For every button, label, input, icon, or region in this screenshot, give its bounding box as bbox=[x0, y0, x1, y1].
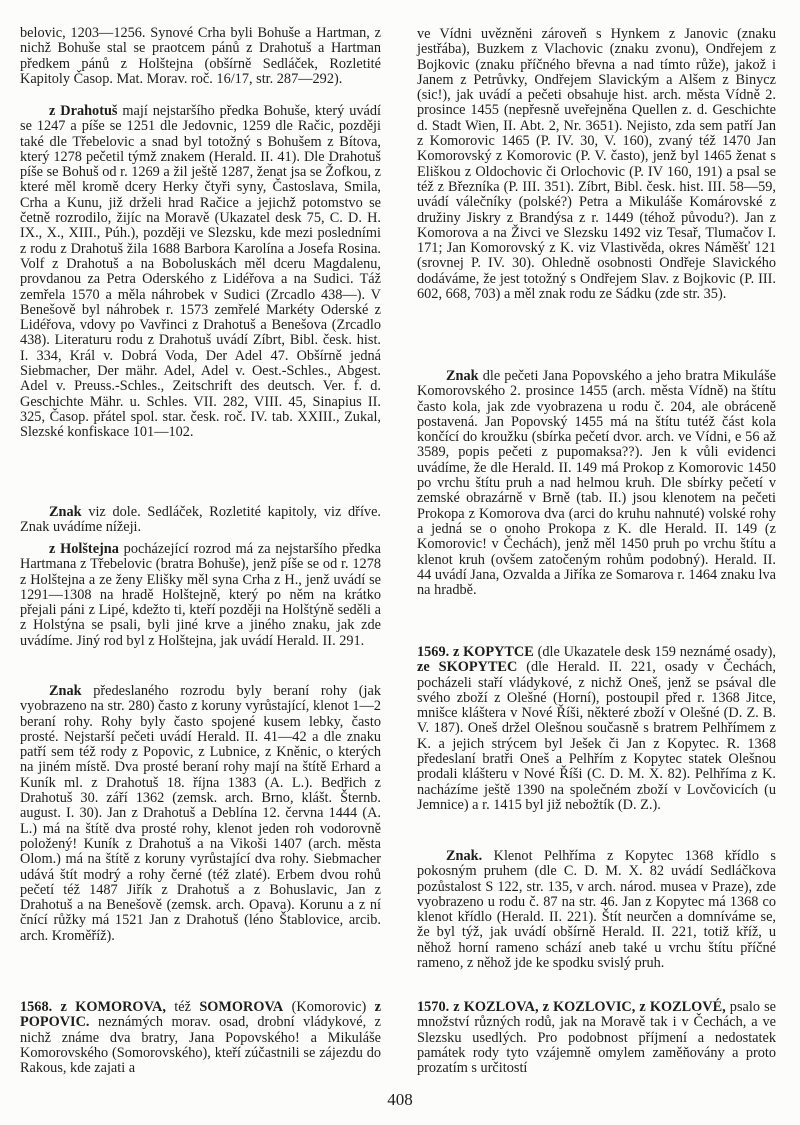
bold-heading-text: z Holštejna bbox=[49, 541, 119, 557]
bold-heading-text: 1568. z KOMOROVA, bbox=[20, 999, 166, 1015]
entry-1568-komorova bbox=[20, 1000, 381, 1076]
body-text: pocházející rozrod má za nejstaršího předka Hartmana z Třebelovic (bratra Bohuše), jenž píše se od r. 1278 z Holštejna a ze ženy Elišky měl syna Crha z H., jenž uvádí se 1291—1308 na hradě Holštejně, který po něm na krátko přejali páni z Lipé, kdežto ti, kteří později na Holštýně seděli a z Holstýna se psali, byli jiné krve a jiného znaku, jak zde uvádíme. Jiný rod byl z Holštejna, jak uvádí Herald. II. 291. bbox=[20, 541, 381, 649]
left-column bbox=[20, 0, 381, 1125]
paragraph-z-holstejna bbox=[20, 542, 381, 649]
body-text: dle pečeti Jana Popovského a jeho bratra Mikuláše Komorovského 2. prosince 1455 (arch. města Vídně) na štítu často kola, jak zde vyobrazena u rodu č. 204, ale obráceně postavená. Jan Popovský 1455 má na štítu tutéž část kola končící do kroužku (sbírka pečetí dvor. arch. ve Vídni, e 56 až 3589, popis pečeti z pupomaksa??). Jen k vůli evidenci uvádíme, že dle Herald. II. 149 má Prokop z Komorovic 1450 po vrchu štítu pruh a nad helmou kruh. Dle sbírky pečetí v zemské obrazárně v Brně (tab. II.) jsou klenotem na pečeti Prokopa z Komorova dva (arci do kruhu nahnuté) volské rohy a jedná se o onoho Prokopa z K. dle Herald. II. 149 (z Komorovic! v Čechách), jenž měl 1450 pruh po vrchu štítu a klenot kruh (ovšem zatočeným rohům podobný). Herald. II. 44 uvádí Jana, Ozvalda a Jiříka ze Somarova r. 1464 znaku lva na hradbě. bbox=[417, 368, 776, 599]
entry-1570-kozlova bbox=[417, 1000, 776, 1076]
body-text: též bbox=[165, 999, 200, 1015]
body-text: (dle Herald. II. 221, osady v Čechách, pocházeli staří vládykové, z nichž Oneš, jenž se psával dle svého zboží z Olešné (Horní), postoupil před r. 1368 Jitce, mnišce kláštera v Nové Říši, některé zboží v Olešné (D. Z. B. V. 187). Oneš držel Olešnou současně s bratrem Pelhřímem z K. a jejich strýcem byl Ješek či Jan z Kopytec. R. 1368 předeslaní bratři Oneš a Pelhřím z Kopytec statek Olešnou prodali klášteru v Nové Říši (C. D. M. X. 82). Pelhříma z K. nacházíme ještě 1390 na společném zboží v Lovčovicích (u Jemnice) a r. 1415 byl již nebožtík (D. Z.). bbox=[417, 659, 776, 813]
bold-heading-text: Znak bbox=[49, 683, 82, 699]
body-text: ve Vídni uvězněni zároveň s Hynkem z Janovic (znaku jestřába), Buzkem z Vlachovic (znaku zvonu), Ondřejem z Bojkovic (znaku příčného břevna a nad tímto růže), jakož i Janem z Petrůvky, Ondřejem Slavickým a Alšem z Binycz (sic!), jak uvádí a pečeti obsahuje hist. arch. města Vídně 2. prosince 1455 (nepřesně uveřejněna Quellen z. d. Geschichte d. Stadt Wien, II. Abt. 2, Nr. 3651). Nejisto, zda sem patří Jan z Komorovic 1465 (P. IV. 30, V. 160), zvaný též 1470 Jan Komorovský z Komorovic (P. V. často), jenž byl 1465 ženat s Eliškou z Oldochovic či Orlochovic (P. IV 160, 191) a psal se též z Březníka (P. III. 351). Zíbrt, Bibl. česk. hist. III. 58—59, uvádí válečníky (polské?) Petra a Mikuláše Komárovské z družiny Jiskry z Brandýsa z r. 1449 (téhož původu?). Jan z Komorova a na Živci ve Slezsku 1492 viz Tesař, Tlumačov I. 171; Jan Komorovský z K. viz Vlastivěda, okres Náměšť 121 (srovnej P. IV. 30). Ohledně osobnosti Ondřeje Slavického dodáváme, že jest totožný s Ondřejem Slav. z Bojkovic (P. III. 602, 668, 703) a měl znak rodu ze Sádku (zde str. 35). bbox=[417, 26, 776, 303]
bold-heading-text: Znak bbox=[49, 504, 82, 520]
paragraph-znak-komorova bbox=[417, 369, 776, 598]
body-text: viz dole. Sedláček, Rozletité kapitoly, viz dříve. Znak uvádíme nížeji. bbox=[20, 504, 381, 536]
body-text: (dle Ukazatele desk 159 neznámé osady), bbox=[533, 644, 776, 660]
body-text: Klenot Pelhříma z Kopytec 1368 křídlo s pokosným pruhem (dle C. D. M. X. 82 uvádí Sedláčkova pozůstalost S 122, str. 135, v arch. národ. musea v Praze), zde vyobrazeno u rodu č. 87 na str. 46. Jan z Kopytec má 1368 co klenot křídlo (Herald. II. 221). Štít neurčen a domníváme se, že byl týž, jak uvádí obšírně Herald. II. 221, totiž kříž, u něhož horní rameno schází aneb také u vrchu štítu příčné rameno, z něhož jde ke spodku svislý pruh. bbox=[417, 848, 776, 972]
paragraph-z-drahotus bbox=[20, 104, 381, 441]
bold-heading-text: 1569. z KOPYTCE bbox=[417, 644, 534, 660]
bold-heading-text: z POPOVIC. bbox=[20, 999, 381, 1031]
paragraph-znak-rozrodu bbox=[20, 684, 381, 944]
body-text: předeslaného rozrodu byly beraní rohy (jak vyobrazeno na str. 280) často z koruny vyrůstající, klenot 1—2 beraní rohy. Rohy byly často spojené kusem lebky, často prosté. Nejstarší pečeti uvádí Herald. II. 41—42 a dle znaku patří sem též rody z Popovic, z Lubnice, z Kněnic, o kterých na jiném místě. Dva prosté beraní rohy mají na štítě Erhard a Kuník ml. z Drahotuš 18. října 1383 (A. L.). Bedřich z Drahotuš 30. září 1362 (zemsk. arch. Brno, klášt. Šternb. august. I. 30). Jan z Drahotuš a Deblína 12. června 1444 (A. L.) má na štítě dva prosté rohy, klenot jeden roh vodorovně položený! Kuník z Drahotuš a na Vikoši 1407 (arch. města Olom.) má na štítě z koruny vyrůstající dva rohy. Siebmacher udává štít modrý a rohy černé (též zlaté). Erbem dvou rohů pečetí též 1487 Jiřík z Drahotuš a z Bohuslavic, Jan z Drahotuš a na Benešově (zemsk. arch. Opava). Korunu a z ní čnící růžky má 1521 Jan z Drahotuš (léno Štablovice, arcib. arch. Kroměříž). bbox=[20, 683, 381, 944]
bold-heading-text: ze SKOPYTEC bbox=[417, 659, 518, 676]
bold-heading-text: z Drahotuš bbox=[49, 103, 118, 119]
page-number: 408 bbox=[387, 1090, 413, 1109]
paragraph-znak-kopytce bbox=[417, 849, 776, 971]
paragraph-znak-drahotus bbox=[20, 505, 381, 536]
bold-heading-text: 1570. z KOZLOVA, z KOZLOVIC, z KOZLOVÉ, bbox=[417, 999, 726, 1015]
bold-heading-text: Znak. bbox=[446, 848, 483, 864]
body-text: belovic, 1203—1256. Synové Crha byli Bohuše a Hartman, z nichž Bohuše stal se praotcem pánů z Drahotuš a Hartman předkem pánů z Holštejna (obšírně Sedláček, Rozletité Kapitoly Časop. Mat. Morav. roč. 16/17, str. 287—292). bbox=[20, 25, 381, 87]
body-text: psalo se množství různých rodů, jak na Moravě tak i v Čechách, a ve Slezsku usedlých. Pro podobnost příjmení a nedostatek památek rody tyto vzájemně omylem zaměňovány a proto prozatím s určitostí bbox=[417, 999, 776, 1077]
body-text: (Komorovic) bbox=[283, 999, 375, 1015]
bold-heading-text: SOMOROVA bbox=[199, 999, 284, 1015]
entry-1569-kopytce bbox=[417, 645, 776, 813]
body-text: neznámých morav. osad, drobní vládykové, z nichž známe dva bratry, Jana Popovského! a Mikuláše Komorovského (Somorovského), kteří zúčastnili se zájezdu do Rakous, kde zajati a bbox=[20, 1014, 381, 1077]
bold-heading-text: Znak bbox=[446, 368, 479, 384]
paragraph-continuation bbox=[20, 26, 381, 87]
paragraph-continuation-1568 bbox=[417, 27, 776, 302]
right-column bbox=[417, 0, 776, 1125]
body-text: mají nejstaršího předka Bohuše, který uvádí se 1247 a píše se 1251 dle Jedovnic, 1259 dle Račic, později také dle Třebelovic a snad byl totožný s Bohušem z Bítova, který 1278 pečetil týmž znakem (Herald. II. 41). Dle Drahotuš píše se Bohuš od r. 1269 a žil ještě 1287, ženat jsa se Žofkou, z které měl kromě dcery Herky čtyři syny, Častoslava, Smila, Crha a Kunu, již drželi hrad Račice a jejichž potomstvo se četně rozrodilo, žijíc na Moravě (Ukazatel desk 75, C. D. H. IX., X., XIII., Púh.), později ve Slezsku, kde mezi posledními z rodu z Drahotuš žila 1688 Barbora Karolína a Josefa Rosina. Volf z Drahotuš a na Boboluskách měl dceru Magdalenu, provdanou za Petra Oderského z Lidéřova a na Sudici. Táž zemřela 1570 a měla náhrobek v Sudici (Zrcadlo 438—). V Benešově byl náhrobek r. 1573 zemřelé Markéty Oderské z Lidéřova, vdovy po Vavřinci z Drahotuš a Benešova (Zrcadlo 438). Literaturu rodu z Drahotuš uvádí Zíbrt, Bibl. česk. hist. I. 334, Král v. Dobrá Voda, Der Adel 47. Obšírně jedná Siebmacher, Der mähr. Adel, Adel v. Oest.-Schles., Abgest. Adel v. Preuss.-Schles., Zeitschrift des deutsch. Ver. f. d. Geschichte Mähr. u. Schles. VII. 282, VIII. 45, Sinapius II. 325, Časop. přátel spol. star. česk. roč. IV. tab. XXIII., Zukal, Slezské konfiskace 101—102. bbox=[20, 103, 381, 441]
